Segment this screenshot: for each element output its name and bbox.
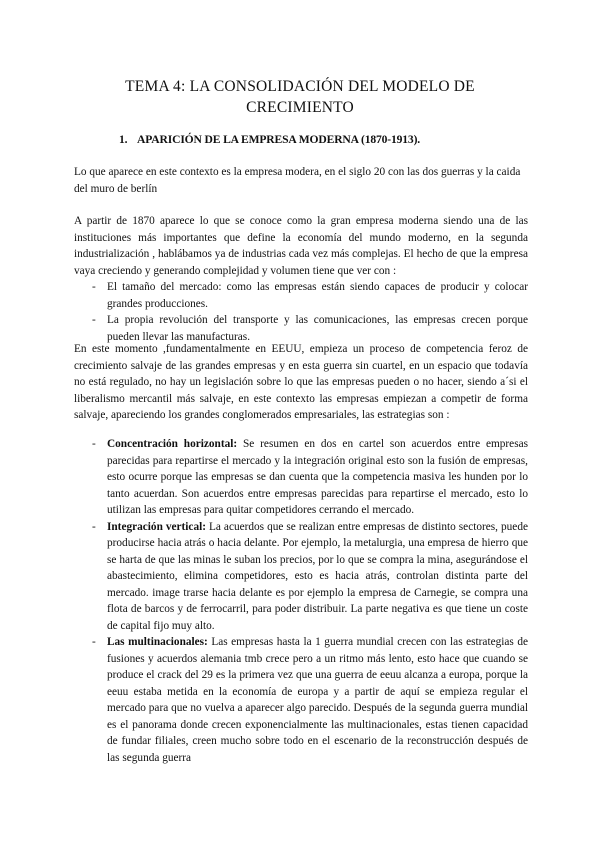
strategy-term: Integración vertical: — [107, 520, 206, 533]
document-title — [60, 76, 540, 118]
strategy-text: Se resumen en dos en cartel son acuerdos entre empresas parecidas para repartirse el mercado y la integración original esto son la fusión de empresas, esto ocurre porque las empresas se dan cuenta que la competencia masiva les hunden por lo tanto acuerdan. Son acuerdos entre empresas parecidas para repartirse el mercado, esto lo utilizan las empresas para quitar competidores cerrando el mercado. — [107, 438, 528, 516]
list-item — [74, 279, 528, 312]
list-dash: - — [92, 520, 96, 533]
list-item — [74, 436, 528, 519]
section-number: 1. — [119, 133, 128, 146]
intro-paragraph: Lo que aparece en este contexto es la empresa modera, en el siglo 20 con las dos guerras y la caida del muro de berlín — [74, 166, 521, 195]
strategy-term: Concentración horizontal: — [107, 438, 238, 450]
paragraph-gran-empresa: A partir de 1870 aparece lo que se conoce como la gran empresa moderna siendo una de las instituciones más importantes que define la economía del mundo moderno, en la segunda industrialización , hablábamos ya de industrias cada vez más complejas. El hecho de que la empresa vaya creciendo y generando complejidad y volumen tiene que ver con : — [74, 215, 528, 277]
list-item-text: La propia revolución del transporte y las comunicaciones, las empresas crecen porque pueden llevar las manufacturas. — [107, 314, 528, 343]
factors-list — [74, 279, 528, 345]
strategy-text: Las empresas hasta la 1 guerra mundial crecen con las estrategias de fusiones y acuerdos alemania tmb crece pero a un ritmo más lento, esto hace que cuando se produce el crack del 29 es la primera vez que una guerra de eeuu alcanza a europa, porque la eeuu estaba metida en la economía de europa y a partir de aquí se empieza regular el mercado para que no vuelva a aparecer algo parecido. Después de la segunda guerra mundial es el panorama donde crecen exponencialmente las multinacionales, estas tienen capacidad de fundar filiales, creen mucho sobre todo en el escenario de la reconstrucción después de las segunda guerra — [107, 636, 528, 764]
list-item — [74, 634, 528, 766]
section-title: APARICIÓN DE LA EMPRESA MODERNA (1870-1913). — [137, 133, 421, 146]
strategy-text: La acuerdos que se realizan entre empresas de distinto sectores, puede producirse hacia atrás o hacia delante. Por ejemplo, la metalurgia, una empresa de hierro que se harta de que las minas le suban los precios, por lo que se compra la mina, asegurándose el abastecimiento, elimina competidores, esto es hacia atrás, controlan distinta parte del mercado. image trarse hacia delante es por ejemplo la empresa de Carnegie, se compra una flota de barcos y de ferrocarril, para poder distribuir. La parte negativa es que tiene un coste de capital fijo muy alto. — [107, 520, 528, 632]
section-heading — [119, 133, 420, 146]
list-dash: - — [92, 438, 96, 450]
strategies-list — [74, 436, 528, 766]
paragraph-competencia: En este momento ,fundamentalmente en EEUU, empieza un proceso de competencia feroz de crecimiento salvaje de las grandes empresas y en esta guerra sin cuartel, en un espacio que todavía no está regulado, no hay un legislación sobre lo que las empresas pueden o no hacer, siendo a´si el liberalismo mercantil más salvaje, en este contexto las empresas empiezan a competir de forma salvaje, apareciendo los grandes conglomerados empresariales, las estrategias son : — [74, 343, 528, 421]
list-item — [74, 519, 528, 635]
title-line-1: TEMA 4: LA CONSOLIDACIÓN DEL MODELO DE — [125, 78, 475, 95]
list-dash: - — [92, 636, 96, 648]
strategy-term: Las multinacionales: — [107, 636, 208, 648]
title-line-2: CRECIMIENTO — [246, 99, 354, 116]
list-item-text: El tamaño del mercado: como las empresas están siendo capaces de producir y colocar grandes producciones. — [107, 281, 528, 310]
list-dash: - — [92, 281, 96, 293]
list-dash: - — [92, 314, 96, 326]
